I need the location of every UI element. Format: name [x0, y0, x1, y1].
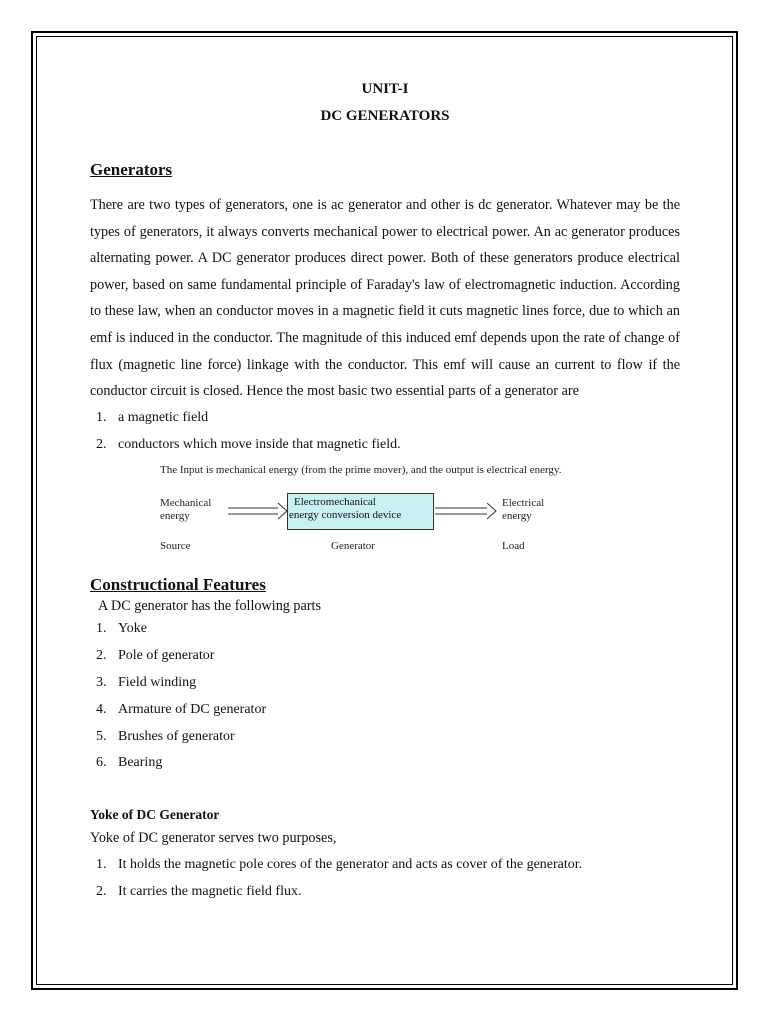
list-item: 1. a magnetic field [96, 409, 209, 425]
load-label: Load [502, 540, 525, 553]
energy-conversion-diagram [90, 464, 680, 574]
dc-generator-parts-list [90, 616, 680, 777]
page-title: DC GENERATORS [320, 108, 450, 124]
output-arrow [435, 503, 496, 519]
list-item: 6. Bearing [96, 755, 163, 771]
document-title [90, 76, 680, 130]
list-item: 1. It holds the magnetic pole cores of the generator and acts as cover of the generator. [96, 856, 583, 872]
list-item: 2. It carries the magnetic field flux. [96, 883, 302, 899]
document-content [90, 76, 680, 905]
generators-paragraph: There are two types of generators, one is ac generator and other is dc generator. Whatever may be the types of generators, it always converts mechanical power to electrical power. An ac generator produces alternating power. A DC generator produces direct power. Both of these generators produce electrical power, based on same fundamental principle of Faraday's law of electromagnetic induction. According to these law, when an conductor moves in a magnetic field it cuts magnetic lines force, due to which an emf is induced in the conductor. The magnitude of this induced emf depends upon the rate of change of flux (magnetic line force) linkage with the conductor. This emf will cause an current to flow if the conductor circuit is closed. Hence the most basic two essential parts of a generator are [90, 197, 680, 400]
section-heading-constructional-features: Constructional Features [90, 575, 266, 595]
source-label: Source [160, 540, 191, 553]
generator-parts-list [90, 405, 680, 459]
diagram-caption: The Input is mechanical energy (from the prime mover), and the output is electrical energy. [160, 464, 562, 477]
list-item: 1. Yoke [96, 621, 147, 637]
list-item: 4. Armature of DC generator [96, 701, 267, 717]
list-item: 5. Brushes of generator [96, 728, 235, 744]
list-item: 3. Field winding [96, 674, 197, 690]
list-item: 2. Pole of generator [96, 648, 215, 664]
constructional-intro: A DC generator has the following parts [98, 598, 322, 615]
section-heading-yoke: Yoke of DC Generator [90, 807, 220, 823]
list-item: 2. conductors which move inside that magnetic field. [96, 436, 401, 452]
input-arrow [228, 503, 287, 519]
unit-label: UNIT-I [361, 81, 409, 97]
diagram-arrows [90, 464, 680, 574]
yoke-purposes-list [90, 852, 680, 906]
diagram-input-label: Mechanical energy [160, 497, 212, 523]
conversion-device-box: Electromechanical energy conversion device [287, 493, 434, 530]
section-heading-generators: Generators [90, 160, 173, 179]
diagram-output-label: Electrical energy [502, 497, 545, 523]
yoke-intro: Yoke of DC generator serves two purposes, [90, 830, 337, 847]
generator-label: Generator [331, 540, 375, 553]
